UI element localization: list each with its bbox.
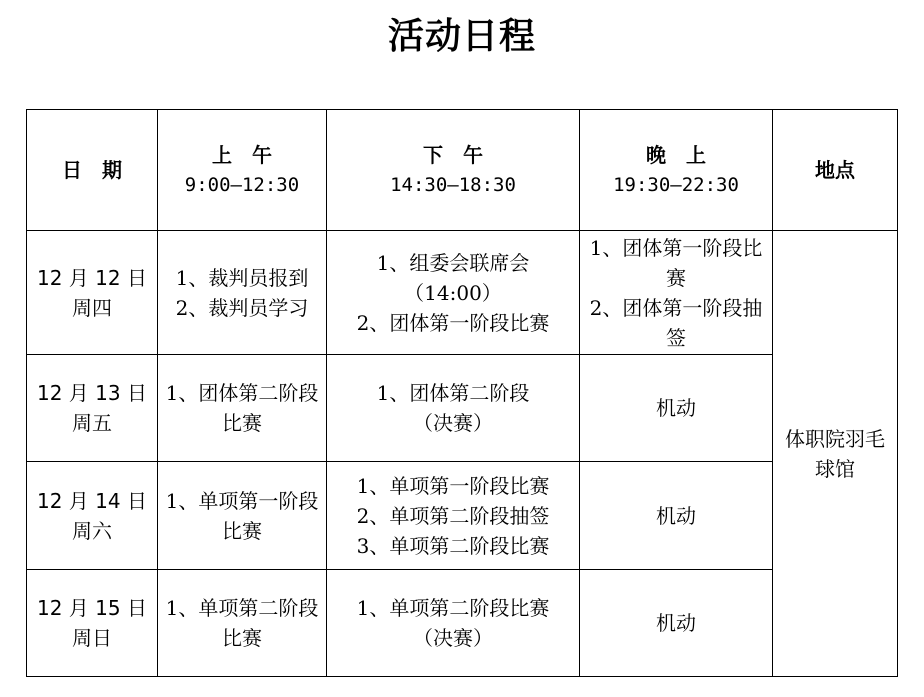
morning-cell	[158, 355, 327, 462]
header-date-label: 日 期	[62, 158, 122, 182]
evening-item: 机动	[656, 396, 696, 420]
morning-item: 1、单项第一阶段比赛	[165, 488, 319, 543]
morning-cell	[158, 570, 327, 677]
date-label: 12 月 12 日	[37, 265, 147, 290]
date-label: 12 月 15 日	[37, 596, 147, 620]
header-afternoon-time: 14:30—18:30	[390, 174, 516, 196]
afternoon-cell	[327, 570, 580, 677]
evening-cell	[580, 462, 773, 570]
evening-item: 机动	[656, 503, 696, 528]
table-row	[27, 570, 898, 677]
header-morning	[158, 110, 327, 231]
evening-item: 1、团体第一阶段比赛	[589, 235, 763, 290]
afternoon-cell	[327, 231, 580, 355]
header-evening-label: 晚 上	[646, 143, 706, 167]
date-cell	[27, 462, 158, 570]
schedule-table	[26, 109, 898, 677]
header-afternoon-label: 下 午	[423, 143, 483, 167]
header-date	[27, 110, 158, 231]
morning-cell	[158, 231, 327, 355]
page-title: 活动日程	[387, 16, 536, 57]
afternoon-item: （14:00）	[404, 280, 502, 305]
date-cell	[27, 231, 158, 355]
morning-item: 2、裁判员学习	[175, 295, 309, 320]
afternoon-item: （决赛）	[413, 626, 493, 650]
afternoon-item: 1、单项第一阶段比赛	[356, 473, 550, 498]
morning-item: 1、裁判员报到	[175, 265, 309, 290]
header-evening	[580, 110, 773, 231]
afternoon-cell	[327, 355, 580, 462]
afternoon-item: 1、单项第二阶段比赛	[356, 596, 550, 620]
afternoon-item: 1、组委会联席会	[376, 250, 530, 275]
morning-item: 1、单项第二阶段比赛	[165, 596, 319, 650]
date-cell	[27, 355, 158, 462]
table-row	[27, 462, 898, 570]
table-row	[27, 355, 898, 462]
date-label: 12 月 13 日	[37, 381, 147, 405]
evening-cell	[580, 570, 773, 677]
afternoon-item: 2、单项第二阶段抽签	[356, 503, 550, 528]
header-afternoon	[327, 110, 580, 231]
header-venue-label: 地点	[815, 158, 855, 182]
afternoon-item: 2、团体第一阶段比赛	[356, 310, 550, 335]
evening-item: 2、团体第一阶段抽签	[589, 295, 763, 350]
date-label: 12 月 14 日	[37, 488, 147, 513]
morning-item: 1、团体第二阶段比赛	[165, 381, 319, 435]
evening-item: 机动	[656, 611, 696, 635]
afternoon-item: （决赛）	[413, 411, 493, 435]
weekday-label: 周五	[72, 411, 112, 435]
afternoon-item: 1、团体第二阶段	[376, 381, 530, 405]
venue-label: 体职院羽毛球馆	[785, 426, 885, 481]
date-cell	[27, 570, 158, 677]
weekday-label: 周六	[72, 518, 112, 543]
afternoon-cell	[327, 462, 580, 570]
venue-cell	[773, 231, 898, 677]
weekday-label: 周四	[72, 295, 112, 320]
header-row	[27, 110, 898, 231]
header-evening-time: 19:30—22:30	[613, 174, 739, 196]
header-morning-time: 9:00—12:30	[184, 174, 300, 196]
evening-cell	[580, 355, 773, 462]
afternoon-item: 3、单项第二阶段比赛	[356, 533, 550, 558]
header-venue	[773, 110, 898, 231]
weekday-label: 周日	[72, 626, 112, 650]
morning-cell	[158, 462, 327, 570]
header-morning-label: 上 午	[212, 143, 272, 167]
evening-cell	[580, 231, 773, 355]
table-row	[27, 231, 898, 355]
